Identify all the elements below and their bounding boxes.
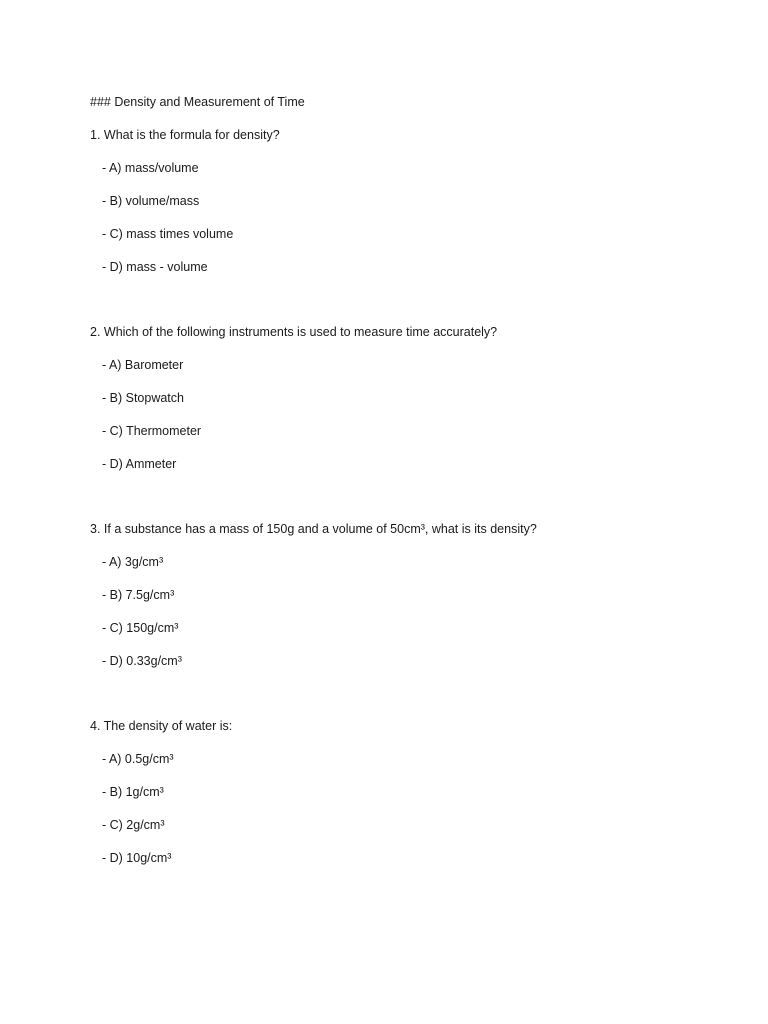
question-2-option-b: - B) Stopwatch — [102, 391, 184, 405]
question-3-option-a: - A) 3g/cm³ — [102, 555, 164, 569]
question-4-option-c: - C) 2g/cm³ — [102, 818, 165, 832]
question-3-option-c: - C) 150g/cm³ — [102, 621, 179, 635]
question-1-option-d: - D) mass - volume — [102, 260, 208, 274]
question-1-text: 1. What is the formula for density? — [90, 128, 280, 142]
question-4-option-b: - B) 1g/cm³ — [102, 785, 164, 799]
question-4-option-a: - A) 0.5g/cm³ — [102, 752, 174, 766]
question-2-option-a: - A) Barometer — [102, 358, 184, 372]
question-4-text: 4. The density of water is: — [90, 719, 233, 733]
document-heading: ### Density and Measurement of Time — [90, 95, 305, 109]
question-2-option-c: - C) Thermometer — [102, 424, 202, 438]
question-4-option-d: - D) 10g/cm³ — [102, 851, 172, 865]
question-3-text: 3. If a substance has a mass of 150g and a volume of 50cm³, what is its density? — [90, 522, 537, 536]
question-3-option-d: - D) 0.33g/cm³ — [102, 654, 182, 668]
question-3-option-b: - B) 7.5g/cm³ — [102, 588, 175, 602]
question-1-option-c: - C) mass times volume — [102, 227, 234, 241]
question-2-text: 2. Which of the following instruments is used to measure time accurately? — [90, 325, 498, 339]
question-1-option-b: - B) volume/mass — [102, 194, 200, 208]
question-2-option-d: - D) Ammeter — [102, 457, 177, 471]
question-1-option-a: - A) mass/volume — [102, 161, 199, 175]
